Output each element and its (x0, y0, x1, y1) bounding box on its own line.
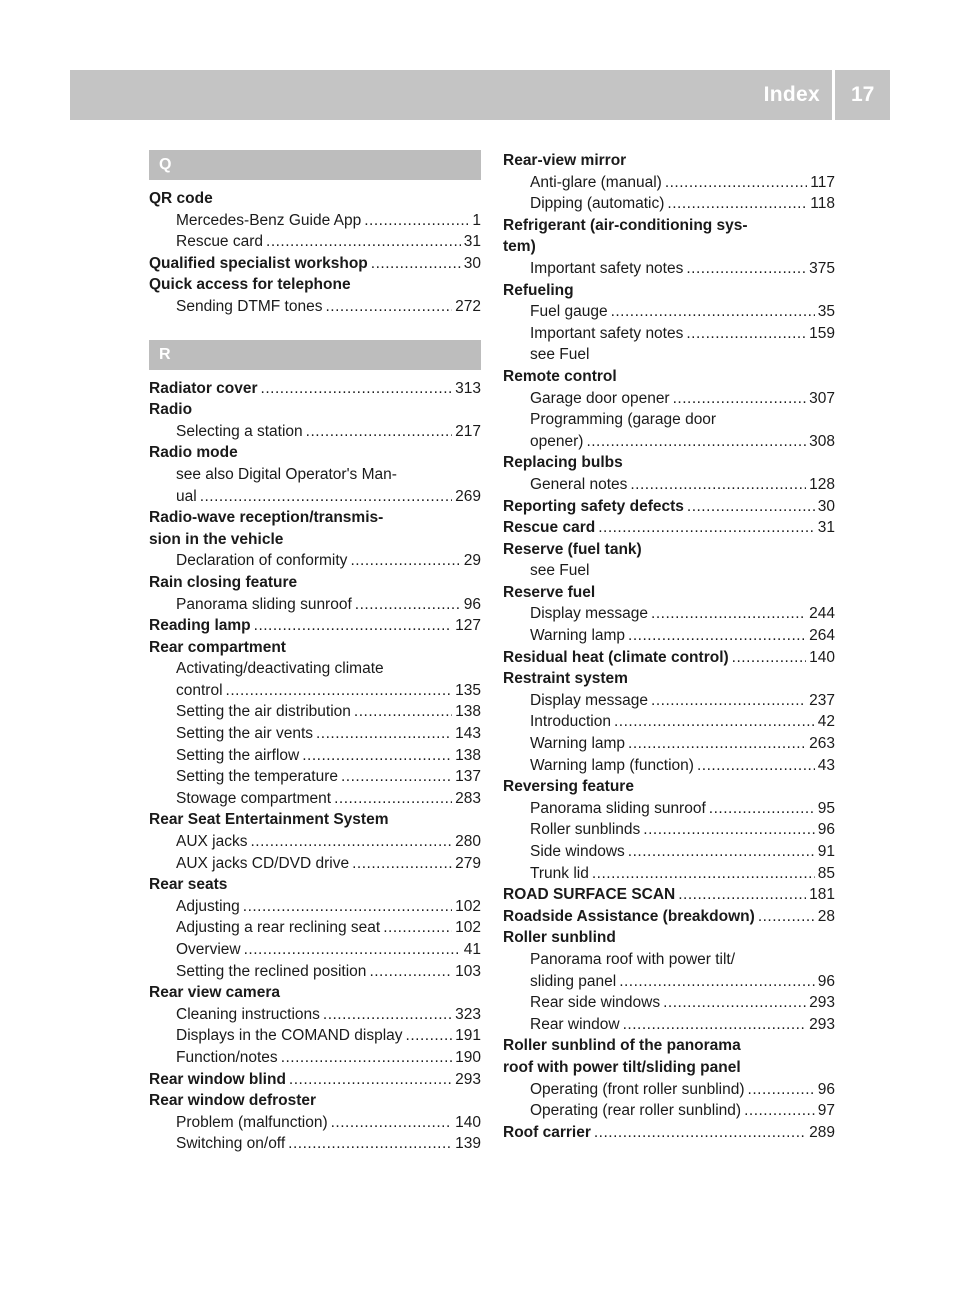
page-reference[interactable]: 140 (809, 648, 835, 666)
entry-label: Setting the airflow (176, 746, 300, 764)
entry-label: AUX jacks (176, 833, 248, 851)
index-subentry[interactable] (503, 431, 835, 453)
index-subentry[interactable] (503, 625, 835, 647)
page-reference[interactable]: 244 (809, 605, 835, 623)
dot-leader (643, 819, 814, 841)
index-entry (503, 452, 835, 474)
dot-leader (383, 917, 452, 939)
index-subentry[interactable] (503, 172, 835, 194)
dot-leader (758, 906, 815, 928)
index-entry (503, 539, 835, 561)
entry-label: Roadside Assistance (breakdown) (503, 907, 755, 925)
index-subentry[interactable] (149, 296, 481, 318)
entry-label: Important safety notes (530, 324, 684, 342)
index-subentry[interactable] (503, 474, 835, 496)
entry-label: Reporting safety defects (503, 497, 684, 515)
index-entry (149, 572, 481, 594)
page-reference[interactable]: 307 (809, 389, 835, 407)
entry-label: Operating (front roller sunblind) (530, 1080, 745, 1098)
entry-label: see also Digital Operator's Man- (176, 465, 397, 483)
entry-label: Radio mode (149, 444, 238, 462)
page-reference[interactable]: 102 (455, 919, 481, 937)
entry-label: Radiator cover (149, 379, 258, 397)
index-subentry[interactable] (149, 486, 481, 508)
dot-leader (623, 1014, 807, 1036)
index-entry (149, 399, 481, 421)
entry-label: Overview (176, 941, 241, 958)
dot-leader (663, 992, 806, 1014)
dot-leader (325, 296, 452, 318)
dot-leader (732, 647, 806, 669)
dot-leader (355, 594, 461, 616)
page-reference[interactable]: 139 (455, 1135, 481, 1153)
section-title: Index (763, 83, 820, 106)
dot-leader (288, 1133, 452, 1155)
index-subentry[interactable] (149, 594, 481, 616)
entry-label: Displays in the COMAND display (176, 1027, 403, 1045)
entry-label: Dipping (automatic) (530, 195, 665, 213)
entry-label: sliding panel (530, 972, 617, 990)
dot-leader (744, 1100, 815, 1122)
page-reference[interactable]: 30 (817, 497, 835, 515)
index-entry (503, 1035, 835, 1057)
entry-label: Rain closing feature (149, 573, 298, 591)
entry-label: Function/notes (176, 1048, 278, 1066)
dot-leader (687, 496, 815, 518)
page-reference[interactable]: 118 (810, 195, 835, 213)
entry-label: Warning lamp (function) (530, 756, 694, 774)
index-entry[interactable] (149, 253, 481, 275)
index-subentry (149, 464, 481, 486)
entry-label: see Fuel (530, 346, 590, 364)
page-reference[interactable]: 143 (455, 725, 481, 743)
dot-leader (592, 863, 815, 885)
page-reference[interactable]: 138 (455, 746, 481, 764)
entry-label: Introduction (530, 713, 611, 731)
entry-label: Selecting a station (176, 422, 303, 440)
page-reference[interactable]: 181 (809, 886, 835, 904)
dot-leader (254, 615, 452, 637)
index-subentry[interactable] (503, 323, 835, 345)
entry-label: Rear-view mirror (503, 152, 627, 169)
dot-leader (665, 172, 807, 194)
entry-label: Roller sunblinds (530, 821, 641, 839)
dot-leader (226, 680, 453, 702)
index-entry (149, 188, 481, 210)
page-reference[interactable]: 375 (809, 259, 835, 277)
entry-label: Panorama sliding sunroof (530, 799, 706, 817)
dot-leader (611, 301, 815, 323)
entry-label: Sending DTMF tones (176, 297, 323, 315)
index-entry[interactable] (503, 647, 835, 669)
dot-leader (651, 690, 806, 712)
entry-label: Side windows (530, 843, 625, 860)
dot-leader (341, 766, 452, 788)
entry-label: Declaration of conformity (176, 552, 348, 570)
page-reference[interactable]: 31 (817, 519, 835, 537)
index-subentry[interactable] (503, 388, 835, 410)
index-entry[interactable] (503, 906, 835, 928)
entry-label: tem) (503, 238, 536, 256)
section-spacer (149, 318, 481, 340)
entry-label: Display message (530, 605, 649, 623)
index-subentry (503, 344, 835, 366)
entry-label: Stowage compartment (176, 789, 332, 807)
dot-leader (369, 961, 452, 983)
entry-label: Trunk lid (530, 864, 589, 882)
page-reference[interactable]: 313 (455, 379, 481, 397)
dot-leader (686, 323, 806, 345)
entry-label: Reversing feature (503, 778, 634, 796)
index-subentry[interactable] (149, 961, 481, 983)
entry-label: Rear window blind (149, 1070, 286, 1088)
entry-label: Important safety notes (530, 259, 684, 277)
dot-leader (619, 971, 815, 993)
dot-leader (243, 896, 452, 918)
index-subentry[interactable] (503, 690, 835, 712)
index-entry (503, 366, 835, 388)
page-reference[interactable]: 96 (463, 595, 481, 613)
page-reference[interactable]: 272 (455, 297, 481, 315)
entry-label: AUX jacks CD/DVD drive (176, 854, 350, 872)
index-subentry[interactable] (503, 863, 835, 885)
dot-leader (364, 210, 469, 232)
entry-label: Roof carrier (503, 1123, 591, 1141)
index-subentry[interactable] (503, 755, 835, 777)
page-reference[interactable]: 103 (455, 962, 481, 980)
page-reference[interactable]: 280 (455, 833, 481, 851)
index-subentry[interactable] (149, 939, 481, 961)
dot-leader (323, 1004, 452, 1026)
entry-label: QR code (149, 190, 213, 207)
index-subentry[interactable] (503, 603, 835, 625)
index-entry (503, 776, 835, 798)
entry-label: Qualified specialist workshop (149, 254, 368, 272)
dot-leader (281, 1047, 452, 1069)
index-subentry[interactable] (149, 1004, 481, 1026)
entry-label: Setting the air distribution (176, 703, 351, 721)
index-entry (503, 150, 835, 172)
dot-leader (251, 831, 453, 853)
index-subentry[interactable] (149, 917, 481, 939)
index-subentry[interactable] (503, 733, 835, 755)
index-entry[interactable] (149, 615, 481, 637)
page-reference[interactable]: 217 (455, 422, 481, 440)
page-reference[interactable]: 190 (455, 1048, 481, 1066)
dot-leader (306, 421, 452, 443)
page-number: 17 (851, 83, 875, 106)
index-entry (503, 215, 835, 237)
entry-label: Anti-glare (manual) (530, 173, 662, 191)
dot-leader (667, 193, 807, 215)
dot-leader (709, 798, 815, 820)
index-subentry[interactable] (149, 831, 481, 853)
index-entry[interactable] (503, 884, 835, 906)
index-subentry[interactable] (149, 766, 481, 788)
entry-label: Garage door opener (530, 389, 670, 407)
entry-label: opener) (530, 432, 584, 450)
page-reference[interactable]: 96 (817, 1080, 835, 1098)
dot-leader (354, 701, 452, 723)
page-reference[interactable]: 191 (455, 1027, 481, 1045)
index-entry[interactable] (149, 1069, 481, 1091)
index-subentry[interactable] (149, 1025, 481, 1047)
dot-leader (630, 474, 806, 496)
page-reference[interactable]: 95 (817, 799, 835, 817)
index-entry (149, 507, 481, 529)
index-subentry[interactable] (149, 210, 481, 232)
entry-label: Cleaning instructions (176, 1005, 320, 1023)
index-entry[interactable] (503, 496, 835, 518)
entry-label: Programming (garage door (530, 411, 717, 429)
entry-label: Activating/deactivating climate (176, 660, 384, 678)
entry-label: Residual heat (climate control) (503, 648, 729, 666)
entry-label: see Fuel (530, 562, 590, 580)
index-subentry[interactable] (503, 992, 835, 1014)
page-reference[interactable]: 96 (817, 972, 835, 990)
entry-label: Rear side windows (530, 994, 661, 1012)
dot-leader (331, 1112, 453, 1134)
entry-label: Quick access for telephone (149, 276, 351, 294)
index-column-left (149, 150, 481, 1155)
page-reference[interactable]: 91 (817, 843, 835, 860)
entry-label: Rear window defroster (149, 1092, 317, 1110)
entry-label: roof with power tilt/sliding panel (503, 1058, 741, 1076)
letter-section-header: Q (149, 150, 481, 180)
entry-label: Reserve fuel (503, 583, 596, 601)
page-reference[interactable]: 43 (817, 756, 835, 774)
index-subentry[interactable] (503, 1014, 835, 1036)
page-reference[interactable]: 31 (463, 233, 481, 251)
index-entry[interactable] (503, 1122, 835, 1144)
entry-label: Replacing bulbs (503, 454, 623, 472)
index-entry (149, 874, 481, 896)
page-reference[interactable]: 323 (455, 1005, 481, 1023)
entry-label: Radio (149, 401, 193, 419)
page-reference[interactable]: 264 (809, 627, 835, 645)
dot-leader (302, 745, 452, 767)
index-subentry[interactable] (503, 1079, 835, 1101)
index-column-right (503, 150, 835, 1143)
entry-label: Setting the air vents (176, 725, 313, 743)
index-subentry[interactable] (149, 723, 481, 745)
entry-label: Adjusting a rear reclining seat (176, 919, 381, 937)
entry-label: Rear compartment (149, 638, 286, 656)
index-subentry[interactable] (149, 745, 481, 767)
page-reference[interactable]: 42 (817, 713, 835, 731)
index-subentry (503, 409, 835, 431)
index-entry (503, 236, 835, 258)
page-reference[interactable]: 289 (809, 1123, 835, 1141)
page-reference[interactable]: 41 (463, 941, 481, 958)
entry-label: Switching on/off (176, 1135, 286, 1153)
entry-label: Refueling (503, 281, 574, 299)
entry-label: Fuel gauge (530, 303, 608, 321)
index-subentry[interactable] (503, 711, 835, 733)
page-reference[interactable]: 269 (455, 487, 481, 505)
index-entry (503, 668, 835, 690)
entry-label: Panorama sliding sunroof (176, 595, 352, 613)
page-reference[interactable]: 293 (809, 994, 835, 1012)
page-reference[interactable]: 85 (817, 864, 835, 882)
entry-label: Rear seats (149, 876, 228, 894)
page-reference[interactable]: 283 (455, 789, 481, 807)
index-subentry[interactable] (149, 421, 481, 443)
page-reference[interactable]: 1 (472, 211, 481, 229)
index-entry (149, 529, 481, 551)
dot-leader (244, 939, 461, 961)
dot-leader (371, 253, 461, 275)
index-entry (149, 637, 481, 659)
index-subentry[interactable] (149, 853, 481, 875)
page-reference[interactable]: 96 (817, 821, 835, 839)
page-reference[interactable]: 29 (463, 552, 481, 570)
index-subentry[interactable] (149, 1047, 481, 1069)
entry-label: Radio-wave reception/transmis- (149, 509, 384, 527)
entry-label: Rear view camera (149, 984, 280, 1002)
dot-leader (614, 711, 815, 733)
dot-leader (350, 550, 460, 572)
index-subentry (149, 658, 481, 680)
index-subentry (503, 949, 835, 971)
index-entry[interactable] (149, 378, 481, 400)
dot-leader (628, 625, 806, 647)
index-entry (149, 274, 481, 296)
page-reference[interactable]: 135 (455, 681, 481, 699)
index-entry (503, 1057, 835, 1079)
index-subentry[interactable] (503, 841, 835, 863)
entry-label: sion in the vehicle (149, 530, 284, 548)
entry-label: Rear Seat Entertainment System (149, 811, 389, 829)
index-subentry[interactable] (149, 231, 481, 253)
entry-label: General notes (530, 475, 628, 493)
entry-label: Warning lamp (530, 627, 626, 645)
dot-leader (594, 1122, 806, 1144)
page-reference[interactable]: 127 (455, 617, 481, 635)
entry-label: Setting the temperature (176, 768, 338, 786)
index-subentry[interactable] (149, 550, 481, 572)
index-entry[interactable] (503, 517, 835, 539)
entry-label: Reserve (fuel tank) (503, 540, 642, 558)
page-reference[interactable]: 35 (817, 303, 835, 321)
index-entry (149, 982, 481, 1004)
page-reference[interactable]: 308 (809, 432, 835, 450)
page-reference[interactable]: 159 (809, 324, 835, 342)
entry-label: Adjusting (176, 897, 240, 915)
entry-label: Refrigerant (air-conditioning sys- (503, 216, 748, 234)
entry-label: control (176, 681, 223, 699)
index-subentry[interactable] (503, 798, 835, 820)
entry-label: Reading lamp (149, 617, 251, 635)
dot-leader (289, 1069, 452, 1091)
dot-leader (261, 378, 453, 400)
entry-label: Restraint system (503, 670, 628, 688)
page-reference[interactable]: 140 (455, 1113, 481, 1131)
page-reference[interactable]: 138 (455, 703, 481, 721)
entry-label: ROAD SURFACE SCAN (503, 886, 676, 904)
dot-leader (673, 388, 807, 410)
entry-label: Panorama roof with power tilt/ (530, 950, 736, 968)
entry-label: Rescue card (176, 233, 264, 251)
index-subentry[interactable] (503, 193, 835, 215)
page-reference[interactable]: 102 (455, 897, 481, 915)
page-reference[interactable]: 128 (809, 475, 835, 493)
dot-leader (628, 841, 815, 863)
entry-label: Rescue card (503, 519, 596, 537)
page-reference[interactable]: 97 (817, 1102, 835, 1120)
dot-leader (697, 755, 815, 777)
page-reference[interactable]: 28 (817, 907, 835, 925)
dot-leader (628, 733, 806, 755)
page-reference[interactable]: 293 (809, 1015, 835, 1033)
header-divider (832, 70, 835, 120)
entry-label: Rear window (530, 1015, 620, 1033)
page-reference[interactable]: 137 (455, 768, 481, 786)
index-subentry[interactable] (503, 819, 835, 841)
entry-label: Display message (530, 691, 649, 709)
index-entry (503, 582, 835, 604)
dot-leader (316, 723, 452, 745)
index-subentry[interactable] (149, 1133, 481, 1155)
index-subentry[interactable] (503, 301, 835, 323)
dot-leader (678, 884, 806, 906)
page-header-bar (70, 70, 890, 120)
dot-leader (266, 231, 461, 253)
dot-leader (651, 603, 806, 625)
page-reference[interactable]: 237 (809, 691, 835, 709)
dot-leader (352, 853, 452, 875)
dot-leader (586, 431, 806, 453)
index-subentry[interactable] (149, 1112, 481, 1134)
index-subentry[interactable] (503, 258, 835, 280)
entry-label: Warning lamp (530, 735, 626, 753)
entry-label: Operating (rear roller sunblind) (530, 1102, 742, 1120)
letter-section-header: R (149, 340, 481, 370)
entry-label: Roller sunblind (503, 929, 616, 947)
dot-leader (200, 486, 452, 508)
entry-label: Remote control (503, 367, 617, 385)
index-subentry[interactable] (149, 896, 481, 918)
index-entry (149, 1090, 481, 1112)
index-subentry[interactable] (149, 788, 481, 810)
index-subentry[interactable] (149, 701, 481, 723)
page-reference[interactable]: 30 (463, 254, 481, 272)
entry-label: Problem (malfunction) (176, 1113, 328, 1131)
page-reference[interactable]: 279 (455, 854, 481, 872)
page-reference[interactable]: 117 (810, 173, 835, 191)
index-subentry[interactable] (503, 1100, 835, 1122)
page-reference[interactable]: 293 (455, 1070, 481, 1088)
dot-leader (598, 517, 815, 539)
index-entry (503, 927, 835, 949)
entry-label: Roller sunblind of the panorama (503, 1037, 741, 1055)
dot-leader (748, 1079, 815, 1101)
index-entry (503, 280, 835, 302)
index-entry (149, 442, 481, 464)
index-entry (149, 809, 481, 831)
dot-leader (334, 788, 452, 810)
index-subentry[interactable] (503, 971, 835, 993)
entry-label: Setting the reclined position (176, 962, 367, 980)
dot-leader (406, 1025, 453, 1047)
dot-leader (686, 258, 806, 280)
index-subentry[interactable] (149, 680, 481, 702)
index-subentry (503, 560, 835, 582)
entry-label: Mercedes-Benz Guide App (176, 211, 362, 229)
page-reference[interactable]: 263 (809, 735, 835, 753)
entry-label: ual (176, 487, 197, 505)
